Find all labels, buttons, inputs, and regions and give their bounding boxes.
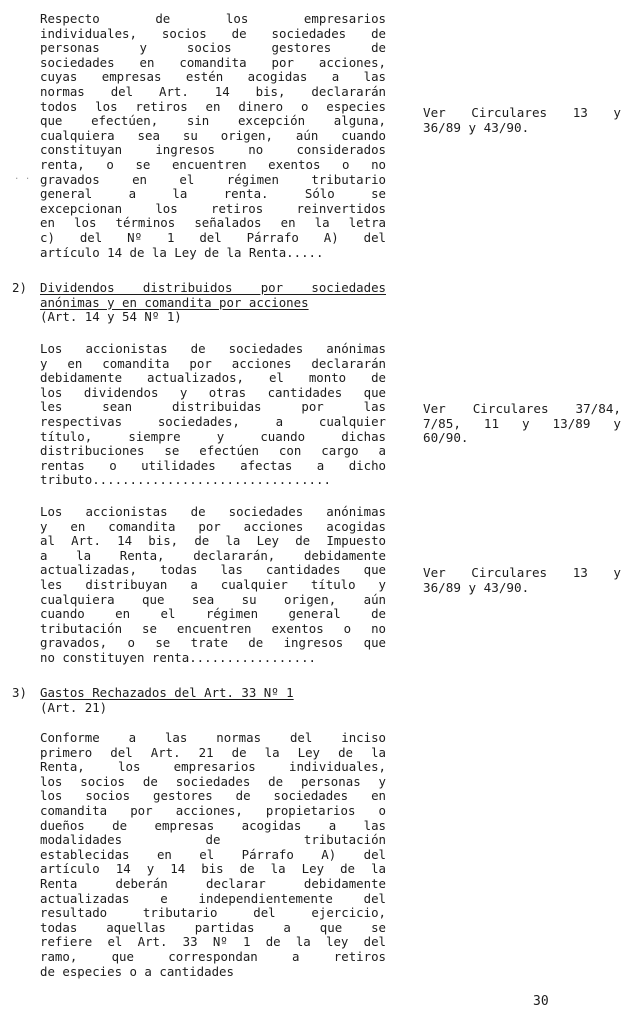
scan-speck: . . <box>14 172 31 182</box>
text-line: gravados, o se trate de ingresos que <box>40 635 386 651</box>
text-line: debidamente actualizados, el monto de <box>40 370 386 386</box>
reference-line: 36/89 y 43/90. <box>423 119 530 135</box>
reference-line: Ver Circulares 13 y <box>423 565 621 580</box>
reference-line: 7/85, 11 y 13/89 y <box>423 415 621 431</box>
text-line: todas aquellas partidas a que se <box>40 919 386 935</box>
text-line: cuyas empresas estén acogidas a las <box>40 69 386 85</box>
paragraph-dividendos <box>40 342 386 488</box>
text-line: establecidas en el Párrafo A) del <box>40 846 386 862</box>
text-line: cualquiera sea su origen, aún cuando <box>40 127 386 143</box>
text-line: todos los retiros en dinero o especies <box>40 98 386 114</box>
text-line: tributación se encuentren exentos o no <box>40 620 386 636</box>
page-number: 30 <box>533 994 549 1009</box>
text-line: de especies o a cantidades <box>40 963 234 979</box>
section-2-number: 2) <box>12 280 27 295</box>
text-line: renta, o se encuentren exentos o no <box>40 156 386 172</box>
text-line: rentas o utilidades afectas a dicho <box>40 457 386 473</box>
reference-line: 60/90. <box>423 430 469 446</box>
reference-circulares-3 <box>423 566 621 595</box>
title-line: Gastos Rechazados del Art. 33 Nº 1 <box>40 685 294 700</box>
text-line: artículo 14 y 14 bis de la Ley de la <box>40 861 386 877</box>
text-line: personas y socios gestores de <box>40 40 386 56</box>
text-line: normas del Art. 14 bis, declararán <box>40 83 386 99</box>
text-line: título, siempre y cuando dichas <box>40 428 386 444</box>
text-line: modalidades de tributación <box>40 832 386 848</box>
text-line: primero del Art. 21 de la Ley de la <box>40 744 386 760</box>
reference-line: Ver Circulares 37/84, <box>423 401 621 416</box>
text-line: excepcionan los retiros reinvertidos <box>40 200 386 216</box>
text-line: y en comandita por acciones declararán <box>40 355 386 371</box>
text-line: Los accionistas de sociedades anónimas <box>40 341 386 356</box>
title-line: Dividendos distribuidos por sociedades <box>40 280 386 295</box>
text-line: Los accionistas de sociedades anónimas <box>40 504 386 519</box>
text-line: en los términos señalados en la letra <box>40 215 386 231</box>
reference-circulares-1 <box>423 106 621 135</box>
text-line: los socios gestores de sociedades en <box>40 788 386 804</box>
text-line: a la Renta, declararán, debidamente <box>40 547 386 563</box>
text-line: artículo 14 de la Ley de la Renta..... <box>40 244 324 260</box>
text-line: dueños de empresas acogidas a las <box>40 817 386 833</box>
text-line: gravados en el régimen tributario <box>40 171 386 187</box>
text-line: actualizadas, todas las cantidades que <box>40 562 386 578</box>
title-line: anónimas y en comandita por acciones <box>40 294 309 310</box>
text-line: los dividendos y otras cantidades que <box>40 384 386 400</box>
text-line: Renta, los empresarios individuales, <box>40 759 386 775</box>
text-line: comandita por acciones, propietarios o <box>40 802 386 818</box>
reference-line: 36/89 y 43/90. <box>423 579 530 595</box>
section-3-number: 3) <box>12 685 27 700</box>
text-line: Renta deberán declarar debidamente <box>40 875 386 891</box>
text-line: ramo, que correspondan a retiros <box>40 948 386 964</box>
text-line: al Art. 14 bis, de la Ley de Impuesto <box>40 533 386 549</box>
text-line: sociedades en comandita por acciones, <box>40 54 386 70</box>
reference-line: Ver Circulares 13 y <box>423 105 621 120</box>
text-line: y en comandita por acciones acogidas <box>40 518 386 534</box>
text-line: respectivas sociedades, a cualquier <box>40 413 386 429</box>
text-line: tributo................................ <box>40 472 331 488</box>
text-line: refiere el Art. 33 Nº 1 de la ley del <box>40 934 386 950</box>
paragraph-retiros-14bis <box>40 12 386 260</box>
text-line: constituyan ingresos no considerados <box>40 142 386 158</box>
text-line: les distribuyan a cualquier título y <box>40 576 386 592</box>
section-2-title <box>40 281 386 310</box>
text-line: les sean distribuidas por las <box>40 399 386 415</box>
text-line: cualquiera que sea su origen, aún <box>40 591 386 607</box>
text-line: general a la renta. Sólo se <box>40 186 386 202</box>
section-2-subtitle: (Art. 14 y 54 Nº 1) <box>40 309 182 325</box>
paragraph-accionistas-14bis <box>40 505 386 666</box>
section-3-title <box>40 686 386 701</box>
reference-circulares-2 <box>423 402 621 446</box>
text-line: Conforme a las normas del inciso <box>40 730 386 745</box>
text-line: resultado tributario del ejercicio, <box>40 905 386 921</box>
text-line: que efectúen, sin excepción alguna, <box>40 113 386 129</box>
text-line: no constituyen renta................. <box>40 649 317 665</box>
text-line: los socios de sociedades de personas y <box>40 773 386 789</box>
text-line: cuando en el régimen general de <box>40 606 386 622</box>
text-line: distribuciones se efectúen con cargo a <box>40 443 386 459</box>
text-line: individuales, socios de sociedades de <box>40 25 386 41</box>
text-line: actualizadas e independientemente del <box>40 890 386 906</box>
text-line: c) del Nº 1 del Párrafo A) del <box>40 229 386 245</box>
paragraph-gastos-rechazados <box>40 731 386 979</box>
section-3-subtitle: (Art. 21) <box>40 699 108 715</box>
text-line: Respecto de los empresarios <box>40 11 386 26</box>
